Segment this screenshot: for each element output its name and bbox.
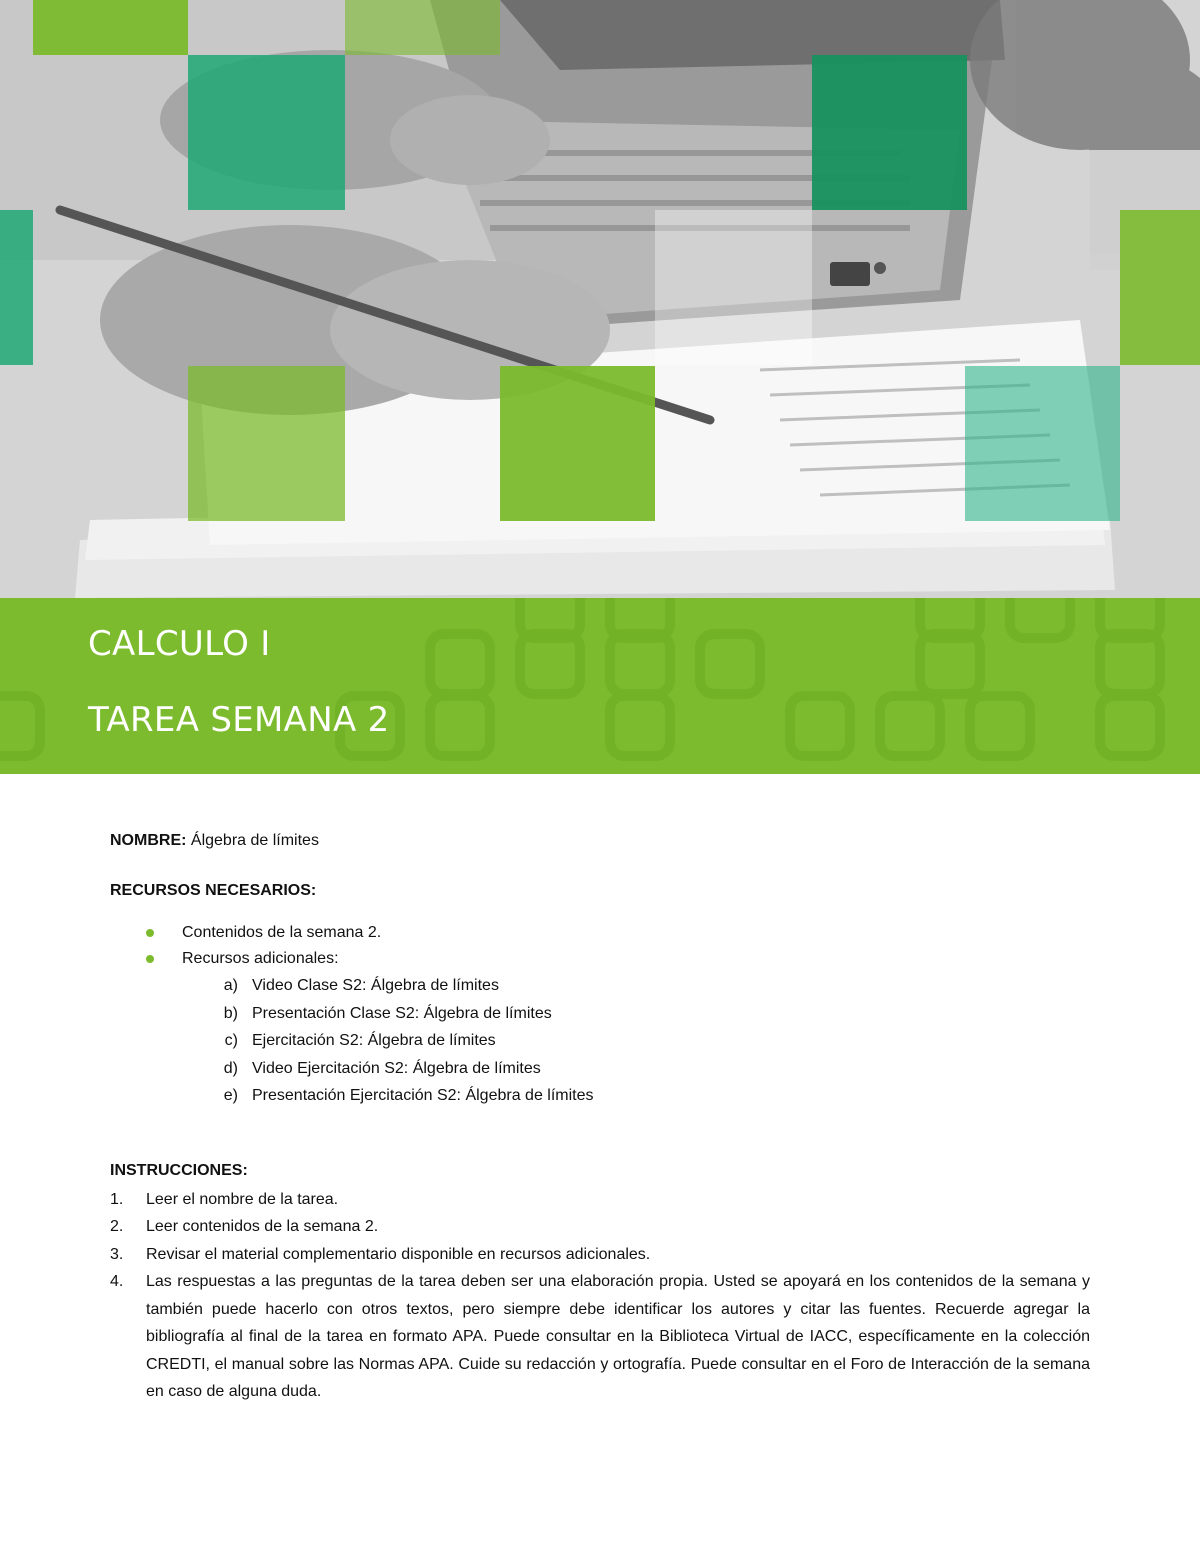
list-item: 4. Las respuestas a las preguntas de la tarea deben ser una elaboración propia. Usted se apoyará en los contenidos de la semana y también puede hacerlo con otros textos, pero siempre debe identificar los autores y citar las fuentes. Recuerde agregar la bibliografía al final de la tarea en formato APA. Puede consultar en la Biblioteca Virtual de IACC, específicamente en la colección CREDTI, el manual sobre las Normas APA. Cuide su redacción y ortografía. Puede consultar en el Foro de Interacción de la semana en caso de alguna duda. [110,1273,1090,1400]
nombre-label: NOMBRE: [110,832,187,849]
document-body [110,828,1090,1406]
recursos-label: RECURSOS NECESARIOS: [110,882,317,899]
bullet-icon [146,929,154,937]
list-item: c) Ejercitación S2: Álgebra de límites [224,1032,496,1049]
list-item: b) Presentación Clase S2: Álgebra de límites [223,1004,552,1022]
title-band [0,598,1200,774]
list-item: d) Video Ejercitación S2: Álgebra de límites [223,1059,541,1077]
recursos-list [146,920,1090,1110]
list-item: 2. Leer contenidos de la semana 2. [110,1218,379,1235]
recursos-adicionales-list [218,972,1090,1110]
assignment-title: TAREA SEMANA 2 [88,700,390,740]
instrucciones-label: INSTRUCCIONES: [110,1161,248,1179]
list-item: Contenidos de la semana 2. [146,920,1090,946]
hero-image [0,0,1200,598]
bullet-icon [146,955,154,963]
course-title: CALCULO I [88,624,271,664]
list-item: e) Presentación Ejercitación S2: Álgebra de límites [223,1087,594,1104]
list-item: 3. Revisar el material complementario disponible en recursos adicionales. [110,1245,651,1263]
nombre-value: Álgebra de límites [190,832,319,849]
instrucciones-list [110,1186,1090,1406]
list-item: Recursos adicionales: a) Video Clase S2: Álgebra de límites b) Presentación Clase S2: Álgebra de límites c) Ejercitación S2: Álgebra de límites d) Video Ejercitación S2: Álgebra de límites e) Presentación Ejercitación S2: Álgebra de límites [146,946,1090,1110]
hero-illustration [0,0,1200,598]
nombre-line [110,828,1090,854]
list-item: a) Video Clase S2: Álgebra de límites [223,977,499,994]
list-item: 1. Leer el nombre de la tarea. [110,1190,339,1208]
